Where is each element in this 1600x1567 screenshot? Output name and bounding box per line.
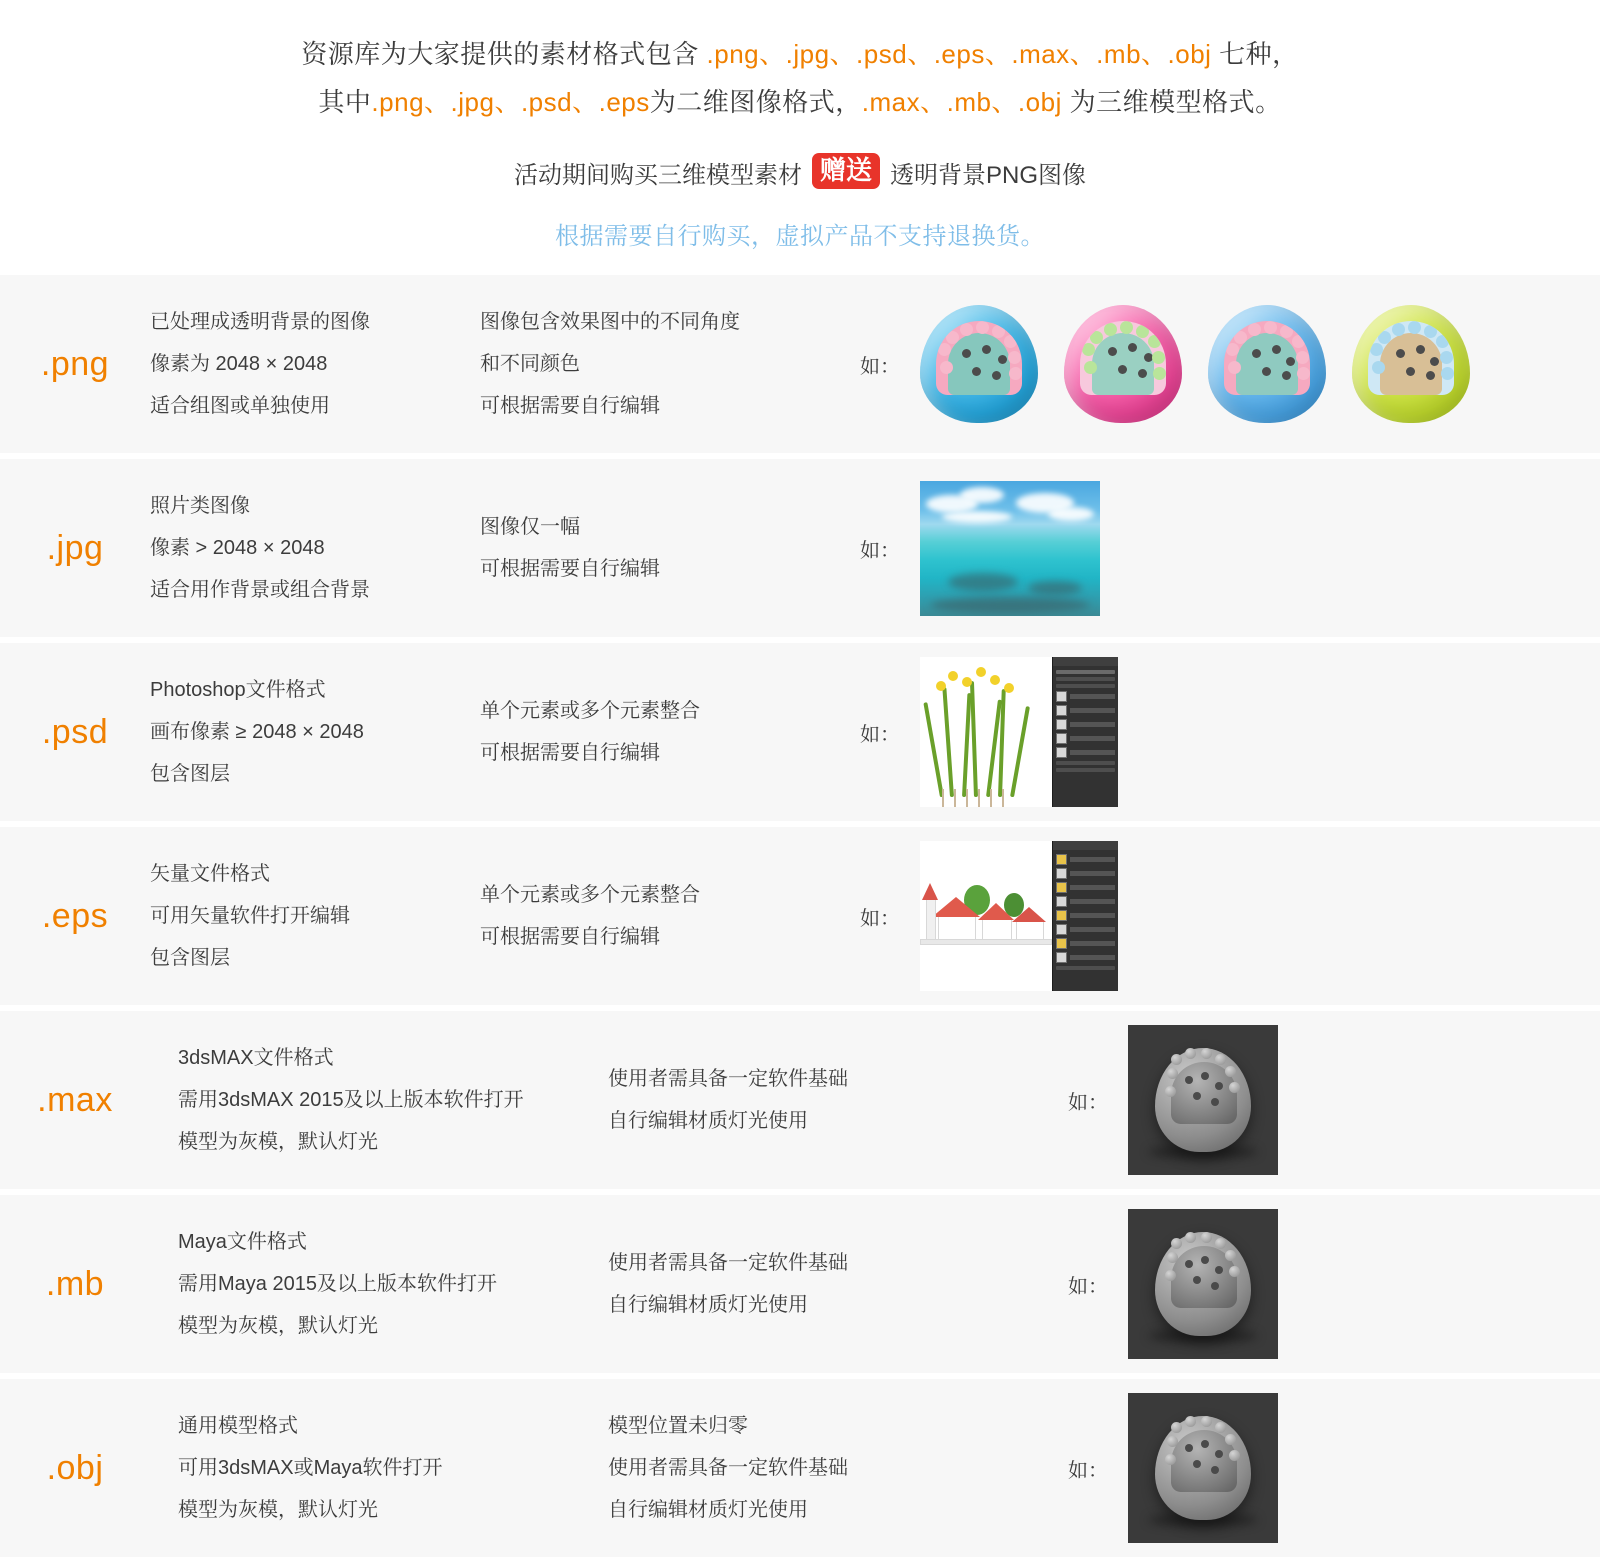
desc-line: 使用者需具备一定软件基础 — [608, 1252, 848, 1274]
desc-line: 图像包含效果图中的不同角度 — [480, 311, 740, 333]
intro-text-c: 其中 — [318, 87, 372, 117]
desc-line: 可根据需要自行编辑 — [480, 742, 660, 764]
intro-text-b: 七种， — [1211, 39, 1299, 69]
sample-label: 如： — [860, 355, 900, 378]
desc-line: 通用模型格式 — [178, 1415, 298, 1437]
mb-sample-render — [1128, 1209, 1278, 1359]
desc-line: 可根据需要自行编辑 — [480, 395, 660, 417]
format-extension: .eps — [41, 896, 109, 935]
desc-line: 自行编辑材质灯光使用 — [608, 1499, 808, 1521]
sample-label: 如： — [860, 907, 900, 930]
format-description-col1 — [150, 1195, 608, 1373]
desc-line: 包含图层 — [150, 947, 230, 969]
desc-line: 使用者需具备一定软件基础 — [608, 1457, 848, 1479]
egg-thumbnail-lightblue — [1208, 305, 1326, 423]
sample-cell — [968, 1195, 1600, 1373]
desc-line: 适合用作背景或组合背景 — [150, 579, 370, 601]
format-description-col2 — [480, 827, 840, 1005]
psd-layers-panel — [1052, 657, 1118, 807]
desc-line: 矢量文件格式 — [150, 863, 270, 885]
eps-layers-panel — [1052, 841, 1118, 991]
desc-line: 画布像素 ≥ 2048 × 2048 — [150, 721, 364, 743]
egg-thumbnail-blue — [920, 305, 1038, 423]
intro-line-1 — [0, 30, 1600, 78]
desc-line: 模型为灰模，默认灯光 — [178, 1315, 378, 1337]
intro-text-d: 为二维图像格式， — [649, 87, 862, 117]
psd-sample-screenshot — [920, 657, 1118, 807]
format-description-col2 — [480, 643, 840, 821]
sample-cell — [968, 1011, 1600, 1189]
promotion-line — [0, 154, 1600, 190]
format-extension: .png — [40, 344, 110, 383]
desc-line: 像素为 2048 × 2048 — [150, 353, 328, 375]
sample-label: 如： — [1068, 1275, 1108, 1298]
egg-thumbnail-pink — [1064, 305, 1182, 423]
table-row — [0, 827, 1600, 1011]
psd-canvas-artwork — [920, 657, 1052, 807]
sample-label: 如： — [860, 539, 900, 562]
desc-line: 需用3dsMAX 2015及以上版本软件打开 — [178, 1089, 524, 1111]
promo-text-before: 活动期间购买三维模型素材 — [513, 161, 802, 189]
eps-sample-screenshot — [920, 841, 1118, 991]
format-description-col2 — [608, 1195, 968, 1373]
sample-cell — [840, 275, 1600, 453]
purchase-notice: 根据需要自行购买，虚拟产品不支持退换货。 — [555, 223, 1045, 250]
desc-line: 自行编辑材质灯光使用 — [608, 1110, 808, 1132]
table-row — [0, 1379, 1600, 1563]
format-description-col1 — [150, 275, 480, 453]
sample-label: 如： — [860, 723, 900, 746]
desc-line: 3dsMAX文件格式 — [178, 1047, 334, 1069]
table-row — [0, 275, 1600, 459]
format-extension: .jpg — [46, 528, 104, 567]
format-extension: .psd — [41, 712, 109, 751]
desc-line: 已处理成透明背景的图像 — [150, 311, 370, 333]
table-row — [0, 643, 1600, 827]
desc-line: 单个元素或多个元素整合 — [480, 884, 700, 906]
format-description-col2 — [608, 1379, 968, 1557]
eps-canvas-artwork — [920, 841, 1052, 991]
desc-line: 包含图层 — [150, 763, 230, 785]
desc-line: 可用3dsMAX或Maya软件打开 — [178, 1457, 443, 1479]
intro-formats-3d: .max、.mb、.obj — [861, 87, 1062, 117]
table-row — [0, 1011, 1600, 1195]
desc-line: 模型位置未归零 — [608, 1415, 748, 1437]
format-description-col2 — [608, 1011, 968, 1189]
sample-cell — [968, 1379, 1600, 1557]
desc-line: 适合组图或单独使用 — [150, 395, 330, 417]
intro-text-e: 为三维模型格式。 — [1061, 87, 1282, 117]
sample-cell — [840, 827, 1600, 1005]
format-extension: .obj — [46, 1448, 104, 1487]
format-description-col1 — [150, 643, 480, 821]
format-description-col1 — [150, 1379, 608, 1557]
format-extension: .max — [37, 1080, 113, 1119]
desc-line: 单个元素或多个元素整合 — [480, 700, 700, 722]
desc-line: 像素 > 2048 × 2048 — [150, 537, 325, 559]
desc-line: 模型为灰模，默认灯光 — [178, 1499, 378, 1521]
obj-sample-render — [1128, 1393, 1278, 1543]
format-description-col2 — [480, 459, 840, 637]
intro-formats-2d: .png、.jpg、.psd、.eps — [371, 87, 650, 117]
sample-cell — [840, 459, 1600, 637]
desc-line: 图像仅一幅 — [480, 516, 580, 538]
desc-line: 使用者需具备一定软件基础 — [608, 1068, 848, 1090]
desc-line: Photoshop文件格式 — [150, 679, 326, 701]
intro-line-2 — [0, 78, 1600, 126]
desc-line: 照片类图像 — [150, 495, 250, 517]
intro-formats-1: .png、.jpg、.psd、.eps、.max、.mb、.obj — [706, 39, 1212, 69]
egg-thumbnail-green — [1352, 305, 1470, 423]
format-description-col1 — [150, 459, 480, 637]
page-header — [0, 0, 1600, 251]
desc-line: Maya文件格式 — [178, 1231, 307, 1253]
desc-line: 模型为灰模，默认灯光 — [178, 1131, 378, 1153]
sample-label: 如： — [1068, 1459, 1108, 1482]
table-row — [0, 459, 1600, 643]
intro-text-a: 资源库为大家提供的素材格式包含 — [301, 39, 707, 69]
format-extension: .mb — [45, 1264, 105, 1303]
format-description-col1 — [150, 1011, 608, 1189]
jpg-sample-photo — [920, 481, 1100, 616]
format-description-col2 — [480, 275, 840, 453]
gift-badge: 赠送 — [812, 153, 880, 189]
table-row — [0, 1195, 1600, 1379]
desc-line: 可用矢量软件打开编辑 — [150, 905, 350, 927]
desc-line: 需用Maya 2015及以上版本软件打开 — [178, 1273, 497, 1295]
format-table — [0, 275, 1600, 1563]
max-sample-render — [1128, 1025, 1278, 1175]
desc-line: 自行编辑材质灯光使用 — [608, 1294, 808, 1316]
png-sample-images — [920, 305, 1470, 423]
desc-line: 可根据需要自行编辑 — [480, 926, 660, 948]
sample-cell — [840, 643, 1600, 821]
format-description-col1 — [150, 827, 480, 1005]
desc-line: 可根据需要自行编辑 — [480, 558, 660, 580]
desc-line: 和不同颜色 — [480, 353, 580, 375]
promo-text-after: 透明背景PNG图像 — [890, 161, 1087, 189]
sample-label: 如： — [1068, 1091, 1108, 1114]
